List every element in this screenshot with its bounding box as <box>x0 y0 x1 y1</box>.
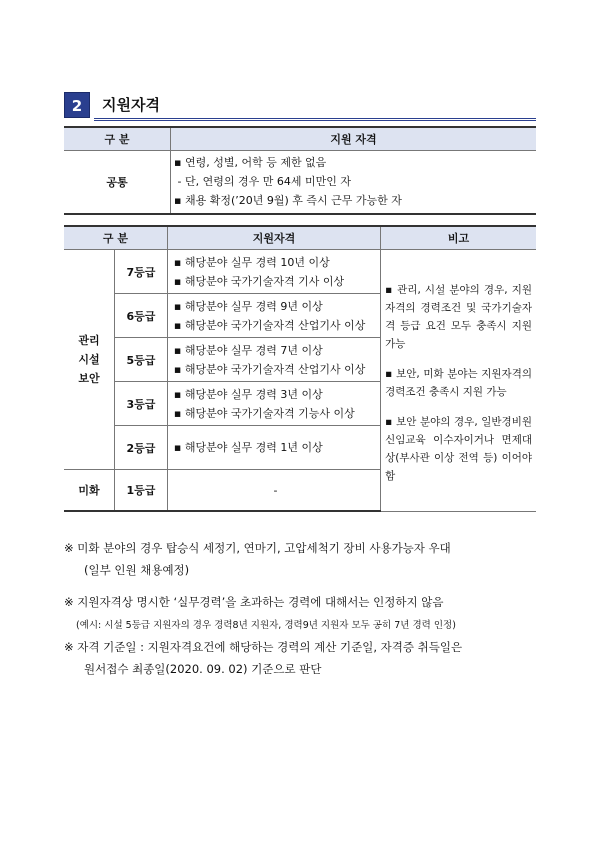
table2-header-remarks: 비고 <box>381 226 536 250</box>
table1-row-label: 공통 <box>64 151 171 215</box>
footnote-experience: ※ 지원자격상 명시한 ‘실무경력’을 초과하는 경력에 대해서는 인정하지 않음 <box>64 595 444 609</box>
grade-requirements <box>167 250 380 294</box>
footnote-cleaning-cont: (일부 인원 채용예정) <box>84 563 190 577</box>
table1-header-qualification: 지원 자격 <box>171 127 537 151</box>
grade-label: 6등급 <box>114 294 167 338</box>
remark-item: ▪ 보안, 미화 분야는 지원자격의 경력조건 충족시 지원 가능 <box>385 368 532 399</box>
requirement-line: ▪ 해당분야 실무 경력 1년 이상 <box>173 441 323 454</box>
grade-label: 5등급 <box>114 338 167 382</box>
remark-item: ▪ 관리, 시설 분야의 경우, 지원자격의 경력조건 및 국가기술자격 등급 요건 모두 충족시 지원 가능 <box>385 284 532 351</box>
section-title: 지원자격 <box>102 96 160 114</box>
remarks-cell <box>381 250 536 512</box>
requirement-line: ▪ 해당분야 국가기술자격 기사 이상 <box>173 274 345 288</box>
grade-requirements <box>167 470 380 512</box>
remark-item: ▪ 보안 분야의 경우, 일반경비원 신임교육 이수자이거나 면제대상(부사관 이상 전역 등) 이어야 함 <box>385 416 532 483</box>
grade-requirements <box>167 294 380 338</box>
qualification-line: ▪ 채용 확정(’20년 9월) 후 즉시 근무 가능한 자 <box>174 194 402 207</box>
requirement-line: ▪ 해당분야 국가기술자격 산업기사 이상 <box>173 362 366 376</box>
requirement-line: ▪ 해당분야 실무 경력 7년 이상 <box>173 343 323 357</box>
grade-requirements <box>167 382 380 426</box>
footnote-reference-date: ※ 자격 기준일 : 지원자격요건에 해당하는 경력의 계산 기준일, 자격증 취득일은 <box>64 640 463 654</box>
qualification-line: - 단, 연령의 경우 만 64세 미만인 자 <box>174 175 351 188</box>
requirement-line: ▪ 해당분야 실무 경력 3년 이상 <box>173 387 323 401</box>
group-label-cleaning: 미화 <box>64 470 114 512</box>
footnote-reference-date-cont: 원서접수 최종일(2020. 09. 02) 기준으로 판단 <box>84 662 322 676</box>
table2-header-category: 구 분 <box>64 226 167 250</box>
requirement-line: ▪ 해당분야 실무 경력 10년 이상 <box>173 255 330 269</box>
footnote-example: (예시: 시설 5등급 지원자의 경우 경력8년 지원자, 경력9년 지원자 모두 공히 7년 경력 인정) <box>76 620 456 631</box>
section-header <box>64 92 536 118</box>
requirement-line: ▪ 해당분야 국가기술자격 기능사 이상 <box>173 406 355 420</box>
grade-requirements <box>167 338 380 382</box>
grade-label: 3등급 <box>114 382 167 426</box>
grade-requirements <box>167 426 380 470</box>
table1-header-category: 구 분 <box>64 127 171 151</box>
common-qualification-table <box>64 126 536 215</box>
qualification-line: ▪ 연령, 성별, 어학 등 제한 없음 <box>174 156 327 169</box>
section-number-badge: 2 <box>64 92 90 118</box>
requirement-line: ▪ 해당분야 실무 경력 9년 이상 <box>173 299 323 313</box>
group-label-management: 관리 시설 보안 <box>64 250 114 470</box>
section-underline <box>94 118 536 121</box>
requirement-line: - <box>273 483 278 497</box>
grade-qualification-table <box>64 225 536 512</box>
grade-label: 2등급 <box>114 426 167 470</box>
footnote-cleaning: ※ 미화 분야의 경우 탑승식 세정기, 연마기, 고압세척기 장비 사용가능자 우대 <box>64 541 451 555</box>
requirement-line: ▪ 해당분야 국가기술자격 산업기사 이상 <box>173 318 366 332</box>
table2-header-qualification: 지원자격 <box>167 226 380 250</box>
grade-label: 1등급 <box>114 470 167 512</box>
grade-label: 7등급 <box>114 250 167 294</box>
table1-qualification-cell <box>171 151 537 215</box>
